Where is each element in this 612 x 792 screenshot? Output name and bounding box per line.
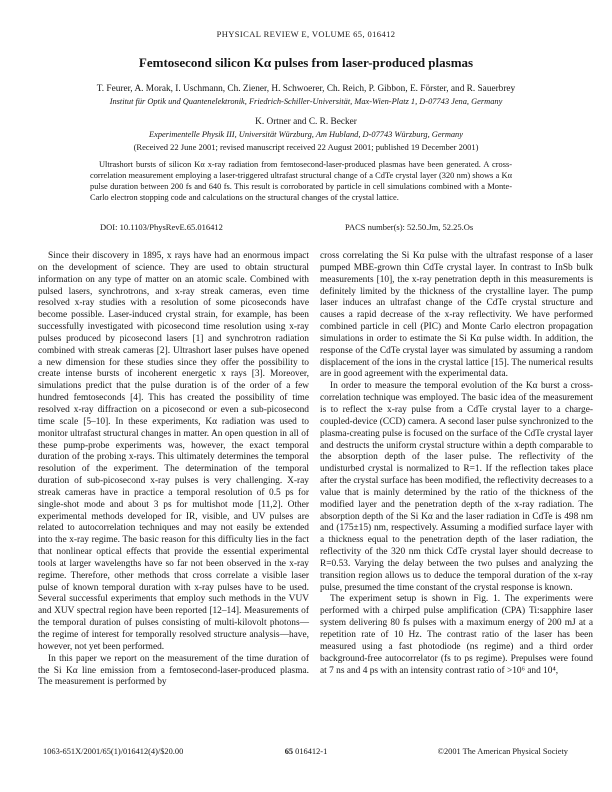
- paragraph: In order to measure the temporal evolution of the Kα burst a cross-correlation technique was employed. The basic idea of the measurement is to reflect the x-ray pulse from a CdTe crystal layer to a charge-coupled-device (CCD) camera. A second laser pulse synchronized to the plasma-creating pulse is focused on the surface of the CdTe crystal layer and destructs the uniform crystal structure within a depth comparable to the absorption depth of the laser pulse. The reflectivity of the undisturbed crystal is normalized to R=1. If the reflection takes place after the crystal surface has been modified, the reflectivity decreases to a value that is mainly determined by the ratio of the thickness of the modified layer and the penetration depth of the x-ray radiation. The absorption depth of the Si Kα and the laser radiation in CdTe is 498 nm and (175±15) nm, respectively. Assuming a modified surface layer with a thickness equal to the penetration depth of the laser radiation, the reflectivity of the 320 nm thick CdTe crystal layer should decrease to R=0.53. Varying the delay between the two pulses and analyzing the transition region allows us to deduce the temporal duration of the x-ray pulse, presumed the time constant of the crystal response is known.: [320, 381, 593, 593]
- footer-issn-line: 1063-651X/2001/65(1)/016412(4)/$20.00: [43, 747, 184, 756]
- body-column-right: [320, 251, 593, 677]
- paragraph: In this paper we report on the measurement of the time duration of the Si Kα line emission from a femtosecond-laser-produced plasma. The measurement is performed by: [38, 653, 309, 688]
- abstract: Ultrashort bursts of silicon Kα x-ray radiation from femtosecond-laser-produced plasmas have been generated. A cross-correlation measurement employing a laser-triggered ultrafast structural change of a CdTe crystal layer (320 nm) shows a Kα pulse duration between 200 fs and 640 fs. This result is corroborated by particle in cell simulations combined with a Monte-Carlo electron stopping code and calculations on the structural changes of the crystal lattice.: [90, 160, 512, 202]
- affiliation-2: Experimentelle Physik III, Universität Würzburg, Am Hubland, D-07743 Würzburg, Germany: [149, 130, 463, 139]
- journal-header: PHYSICAL REVIEW E, VOLUME 65, 016412: [216, 29, 396, 39]
- body-column-left: [38, 251, 309, 689]
- paragraph: Since their discovery in 1895, x rays have had an enormous impact on the development of science. They are used to obtain structural information on any type of matter on an atomic scale. Combined with pulsed lasers, synchrotrons, and x-ray streak cameras, even time resolved x-ray studies with a resolution of some picoseconds have become possible. Laser-induced crystal strain, for example, has been successfully investigated with picosecond time resolution using x-ray pulses produced by picosecond lasers [1] and synchrotron radiation combined with streak cameras [2]. Ultrashort laser pulses have opened a new dimension for these studies since they offer the possibility to create intense bursts of incoherent energetic x rays [3]. Moreover, simulations predict that the pulse duration is of the order of a few hundred femtoseconds [4]. This has created the possibility of time resolved x-ray diffraction on a picosecond or even a sub-picosecond time scale [5–10]. In these experiments, Kα radiation was used to monitor ultrafast structural changes in matter. An open question in all of these pump-probe experiments was, however, the exact temporal duration of the probing x-rays. This ultimately determines the temporal resolution of the experiment. The determination of the temporal duration of sub-picosecond x-ray pulses is very challenging. X-ray streak cameras have in practice a temporal resolution of 0.5 ps for single-shot mode and about 3 ps for multishot mode [11,2]. Other experimental methods developed for IR, visible, and UV pulses are related to autocorrelation techniques and may not easily be extended into the x-ray regime. The basic reason for this difficulty lies in the fact that nonlinear optical effects that provide the essential experimental tools at larger wavelengths have so far not been observed in the x-ray regime. Therefore, other methods that cross correlate a visible laser pulse of known temporal duration with x-ray pulses have to be used. Several successful experiments that employ such methods in the VUV and XUV spectral region have been reported [12–14]. Measurements of the temporal duration of pulses consisting of multi-kilovolt photons—the regime of interest for temporally resolved structure analysis—have, however, not yet been performed.: [38, 251, 309, 652]
- page-footer: [0, 747, 612, 761]
- paragraph: cross correlating the Si Kα pulse with the ultrafast response of a laser pumped MBE-grown thin CdTe crystal layer. In contrast to InSb bulk measurements [10], the x-ray penetration depth in this measurements is definitely limited by the thickness of the crystalline layer. The pump laser induces an ultrafast change of the CdTe crystal structure and causes a rapid decrease of the x-ray reflectivity. We have performed combined particle in cell (PIC) and Monte Carlo electron propagation simulations in order to estimate the Si Kα pulse width. In addition, the response of the CdTe crystal layer was simulated by assuming a random displacement of the ions in the crystal lattice [15]. The numerical results are in good agreement with the experimental data.: [320, 251, 593, 380]
- paragraph: The experiment setup is shown in Fig. 1. The experiments were performed with a chirped pulse amplification (CPA) Ti:sapphire laser system delivering 80 fs pulses with a maximum energy of 200 mJ at a repetition rate of 10 Hz. The contrast ratio of the laser has been measured using a fast photodiode (ns regime) and a third order background-free autocorrelator (fs to ps regime). Prepulses were found at 7 ns and 4 ps with an intensity contrast ratio of >10⁶ and 10⁴,: [320, 594, 593, 676]
- doi: DOI: 10.1103/PhysRevE.65.016412: [100, 222, 223, 232]
- received-line: (Received 22 June 2001; revised manuscript received 22 August 2001; published 19 December 2001): [133, 142, 479, 152]
- paper-title: Femtosecond silicon Kα pulses from laser-produced plasmas: [138, 55, 474, 70]
- authors-line-2: K. Ortner and C. R. Becker: [255, 117, 357, 127]
- footer-copyright: ©2001 The American Physical Society: [437, 747, 568, 756]
- footer-volume: 65: [284, 747, 294, 756]
- affiliation-1: Institut für Optik und Quantenelektronik, Friedrich-Schiller-Universität, Max-Wien-Platz 1, D-07743 Jena, Germany: [109, 97, 503, 106]
- pacs-numbers: PACS number(s): 52.50.Jm, 52.25.Os: [345, 222, 474, 232]
- footer-article-id: 016412-1: [295, 747, 328, 756]
- authors-line-1: T. Feurer, A. Morak, I. Uschmann, Ch. Ziener, H. Schwoerer, Ch. Reich, P. Gibbon, E. Förster, and R. Sauerbrey: [96, 84, 516, 94]
